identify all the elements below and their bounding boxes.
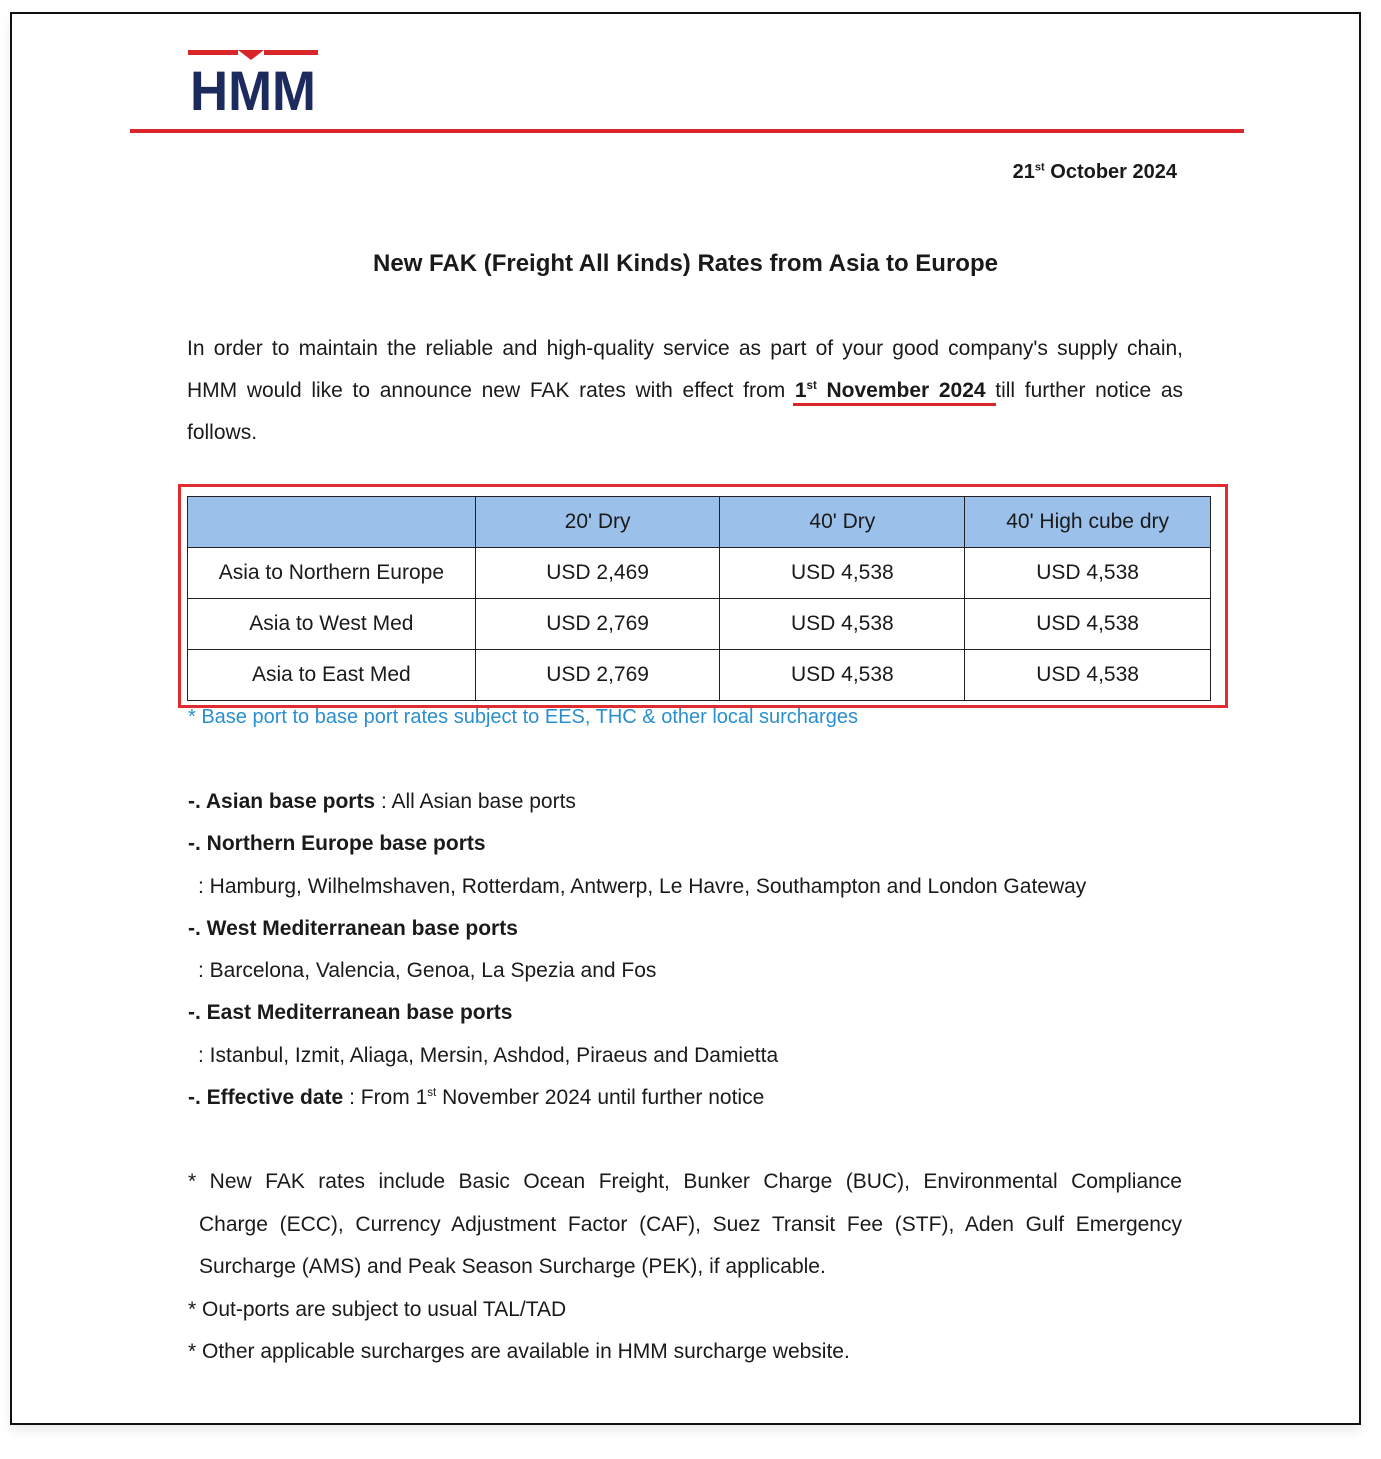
footnote-line: * Other applicable surcharges are available in HMM surcharge website. — [188, 1340, 850, 1363]
intro-paragraph: In order to maintain the reliable and high-quality service as part of your good company's supply chain, HMM would like to announce new FAK rates with effect from 1st November 2024 till further notice as follows. — [187, 337, 1183, 444]
table-header-cell: 40' Dry — [720, 497, 965, 548]
northern-europe-ports-list: : Hamburg, Wilhelmshaven, Rotterdam, Antwerp, Le Havre, Southampton and London Gateway — [198, 874, 1087, 898]
rate-cell: USD 2,469 — [475, 548, 720, 599]
table-note: * Base port to base port rates subject to EES, THC & other local surcharges — [188, 706, 858, 728]
table-row — [188, 548, 1211, 599]
rate-table — [187, 496, 1211, 701]
rate-cell: USD 4,538 — [965, 650, 1211, 701]
rate-cell: USD 4,538 — [720, 650, 965, 701]
rate-cell: USD 4,538 — [720, 599, 965, 650]
logo-text: HMM — [190, 59, 316, 122]
footnote-line: Surcharge (AMS) and Peak Season Surcharge (PEK), if applicable. — [199, 1255, 826, 1278]
page-title: New FAK (Freight All Kinds) Rates from Asia to Europe — [373, 250, 998, 277]
table-header-row — [188, 497, 1211, 548]
document-date: 21st October 2024 — [1012, 161, 1177, 183]
route-cell: Asia to East Med — [188, 650, 476, 701]
table-header-cell: 40' High cube dry — [965, 497, 1211, 548]
rate-cell: USD 4,538 — [965, 599, 1211, 650]
base-ports-list — [188, 781, 1086, 1119]
rate-cell: USD 4,538 — [965, 548, 1211, 599]
footnote-line: * Out-ports are subject to usual TAL/TAD — [188, 1297, 567, 1321]
route-cell: Asia to Northern Europe — [188, 548, 476, 599]
west-med-ports-list: : Barcelona, Valencia, Genoa, La Spezia and Fos — [198, 959, 657, 983]
northern-europe-ports-heading: -. Northern Europe base ports — [188, 832, 486, 856]
footnote-line: * New FAK rates include Basic Ocean Freight, Bunker Charge (BUC), Environmental Compliance — [188, 1170, 1182, 1193]
asian-ports-item: -. Asian base ports : All Asian base ports — [188, 790, 576, 813]
hmm-logo — [188, 50, 318, 126]
west-med-ports-heading: -. West Mediterranean base ports — [188, 916, 518, 940]
header-divider — [130, 129, 1244, 133]
route-cell: Asia to West Med — [188, 599, 476, 650]
rate-cell: USD 2,769 — [475, 599, 720, 650]
effective-date-item: -. Effective date : From 1st November 2024 until further notice — [188, 1086, 765, 1110]
document-page — [10, 12, 1361, 1425]
table-row — [188, 650, 1211, 701]
footnotes — [188, 1161, 1182, 1374]
east-med-ports-list: : Istanbul, Izmit, Aliaga, Mersin, Ashdod, Piraeus and Damietta — [198, 1043, 779, 1067]
table-row — [188, 599, 1211, 650]
east-med-ports-heading: -. East Mediterranean base ports — [188, 1001, 513, 1025]
rate-cell: USD 4,538 — [720, 548, 965, 599]
rate-cell: USD 2,769 — [475, 650, 720, 701]
effective-date-highlight: 1st November 2024 — [795, 379, 986, 402]
table-header-cell — [188, 497, 476, 548]
table-header-cell: 20' Dry — [475, 497, 720, 548]
footnote-line: Charge (ECC), Currency Adjustment Factor (CAF), Suez Transit Fee (STF), Aden Gulf Emergency — [199, 1212, 1182, 1236]
